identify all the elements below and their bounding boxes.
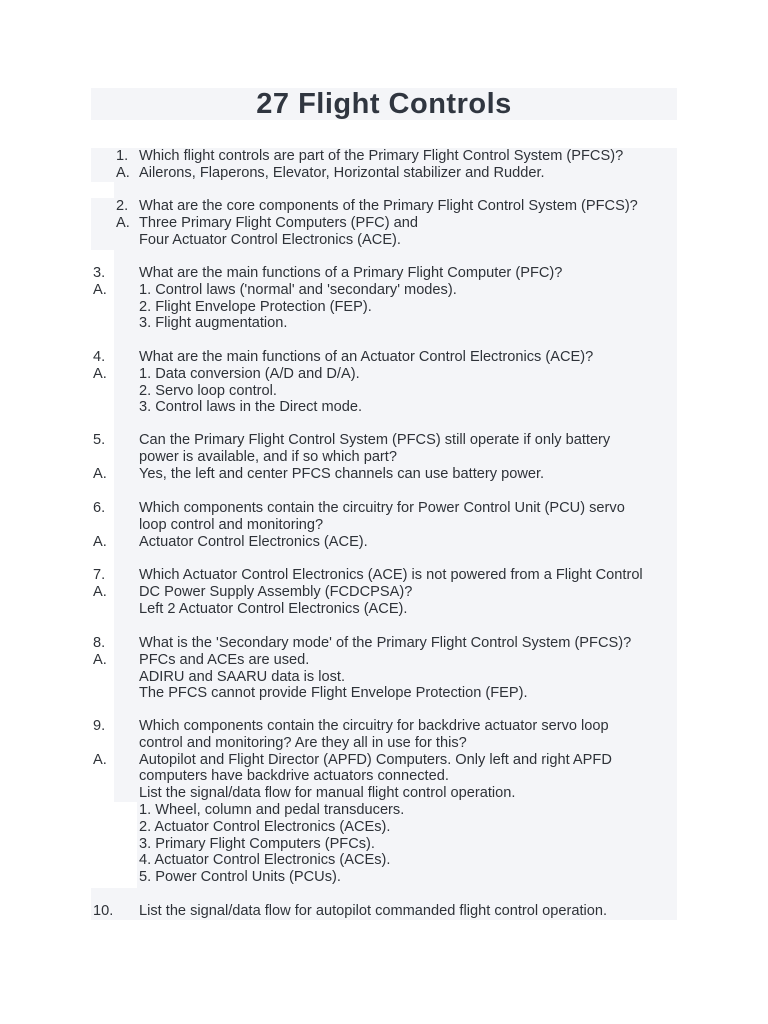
question-number: 2. xyxy=(116,198,129,214)
answer-text: 2. Servo loop control. xyxy=(139,382,277,399)
question-number: 7. xyxy=(93,567,106,583)
answer-text: Four Actuator Control Electronics (ACE). xyxy=(139,231,401,248)
question-text: power is available, and if so which part? xyxy=(139,448,397,465)
answer-text: The PFCS cannot provide Flight Envelope Protection (FEP). xyxy=(139,685,528,702)
question-text: What are the core components of the Primary Flight Control System (PFCS)? xyxy=(139,198,638,214)
answer-text: Three Primary Flight Computers (PFC) and xyxy=(139,214,418,231)
answer-text: 2. Flight Envelope Protection (FEP). xyxy=(139,298,372,315)
answer-text: 3. Flight augmentation. xyxy=(139,315,288,332)
answer-marker: A. xyxy=(93,365,107,382)
answer-text: 4. Actuator Control Electronics (ACEs). xyxy=(139,852,391,869)
question-text: Which components contain the circuitry for Power Control Unit (PCU) servo xyxy=(139,500,625,516)
answer-text: 1. Wheel, column and pedal transducers. xyxy=(139,802,405,818)
document-title: 27 Flight Controls xyxy=(256,88,512,120)
answer-marker: A. xyxy=(116,164,130,181)
answer-text: DC Power Supply Assembly (FCDCPSA)? xyxy=(139,583,413,600)
question-text: What is the 'Secondary mode' of the Primary Flight Control System (PFCS)? xyxy=(139,635,632,651)
answer-text: Actuator Control Electronics (ACE). xyxy=(139,533,368,550)
question-text: Which components contain the circuitry for backdrive actuator servo loop xyxy=(139,718,609,734)
question-number: 6. xyxy=(93,500,106,516)
question-text: Can the Primary Flight Control System (PFCS) still operate if only battery xyxy=(139,432,611,448)
answer-text: Left 2 Actuator Control Electronics (ACE). xyxy=(139,600,408,617)
question-text: What are the main functions of a Primary Flight Computer (PFC)? xyxy=(139,265,563,281)
question-text: loop control and monitoring? xyxy=(139,516,324,533)
question-number: 4. xyxy=(93,349,106,365)
answer-marker: A. xyxy=(93,751,107,768)
question-text: What are the main functions of an Actuator Control Electronics (ACE)? xyxy=(139,349,594,365)
answer-text: PFCs and ACEs are used. xyxy=(139,651,310,668)
answer-text: Autopilot and Flight Director (APFD) Computers. Only left and right APFD xyxy=(139,751,612,768)
answer-marker: A. xyxy=(93,281,107,298)
answer-marker: A. xyxy=(116,214,130,231)
answer-text: 5. Power Control Units (PCUs). xyxy=(139,869,341,886)
answer-text: 3. Primary Flight Computers (PFCs). xyxy=(139,835,375,852)
answer-text: 2. Actuator Control Electronics (ACEs). xyxy=(139,818,391,835)
answer-marker: A. xyxy=(93,465,107,482)
answer-marker: A. xyxy=(93,533,107,550)
question-text: List the signal/data flow for autopilot commanded flight control operation. xyxy=(139,903,608,919)
answer-text: 1. Control laws ('normal' and 'secondary' modes). xyxy=(139,281,457,298)
answer-text: ADIRU and SAARU data is lost. xyxy=(139,668,346,685)
answer-text: List the signal/data flow for manual flight control operation. xyxy=(139,785,516,802)
question-text: Which flight controls are part of the Primary Flight Control System (PFCS)? xyxy=(139,148,624,164)
answer-text: computers have backdrive actuators connected. xyxy=(139,768,449,785)
answer-marker: A. xyxy=(93,583,107,600)
answer-text: Ailerons, Flaperons, Elevator, Horizontal stabilizer and Rudder. xyxy=(139,164,545,181)
question-number: 10. xyxy=(93,903,114,919)
question-number: 3. xyxy=(93,265,106,281)
shade-block xyxy=(114,182,677,198)
answer-marker: A. xyxy=(93,651,107,668)
answer-text: 3. Control laws in the Direct mode. xyxy=(139,399,363,416)
answer-text: 1. Data conversion (A/D and D/A). xyxy=(139,365,360,382)
answer-text: Yes, the left and center PFCS channels can use battery power. xyxy=(139,465,545,482)
question-number: 8. xyxy=(93,635,106,651)
question-number: 9. xyxy=(93,718,106,734)
question-number: 1. xyxy=(116,148,129,164)
question-text: Which Actuator Control Electronics (ACE) is not powered from a Flight Control xyxy=(139,567,643,583)
question-text: control and monitoring? Are they all in use for this? xyxy=(139,734,467,751)
question-number: 5. xyxy=(93,432,106,448)
